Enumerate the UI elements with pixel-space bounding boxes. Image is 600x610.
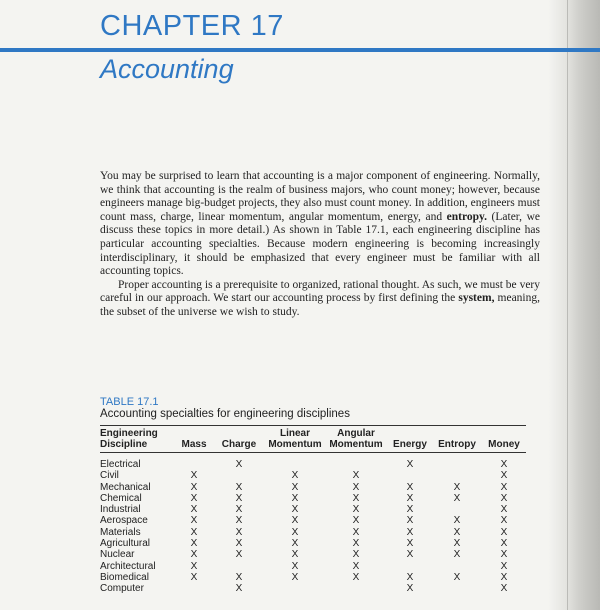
cell-money: X [500,583,508,595]
cell-linear: X [291,470,299,482]
cell-mass: X [190,560,198,572]
cell-energy: X [406,538,414,550]
cell-linear: X [291,526,299,538]
cell-entropy [432,504,482,515]
header-charge: Charge [212,428,266,453]
cell-angular: X [352,515,360,527]
table-row [100,470,526,481]
cell-angular [324,583,388,594]
header-linear-momentum: Linear Momentum [266,428,324,453]
cell-linear: X [291,538,299,550]
cell-energy: X [406,583,414,595]
cell-discipline: Biomedical [100,571,149,583]
cell-charge: X [235,583,243,595]
table-row [100,561,526,572]
cell-entropy [432,459,482,470]
cell-energy: X [406,526,414,538]
cell-mass: X [190,515,198,527]
cell-charge: X [235,504,243,516]
cell-linear: X [291,492,299,504]
cell-angular: X [352,526,360,538]
cell-linear: X [291,549,299,561]
cell-discipline: Architectural [100,560,156,572]
cell-entropy [432,583,482,594]
cell-discipline: Civil [100,470,119,482]
cell-discipline: Materials [100,526,141,538]
cell-mass: X [190,549,198,561]
cell-energy: X [406,504,414,516]
cell-angular: X [352,549,360,561]
cell-linear: X [291,571,299,583]
cell-energy: X [406,571,414,583]
chapter-title: Accounting [100,54,234,84]
chapter-number: CHAPTER 17 [100,10,284,42]
cell-linear [266,583,324,594]
cell-angular: X [352,571,360,583]
cell-mass: X [190,526,198,538]
cell-entropy: X [453,481,461,493]
cell-mass: X [190,504,198,516]
cell-entropy: X [453,538,461,550]
cell-entropy [432,561,482,572]
cell-charge [212,561,266,572]
intro-paragraph-2: Proper accounting is a prerequisite to organized, rational thought. As such, we must be very careful in our approach. We start our accounting process by first defining the system, meaning, the subset of the universe we wish to study. [100,278,540,318]
table-row [100,504,526,515]
cell-money: X [500,459,508,470]
table-body [100,453,526,595]
header-mass: Mass [176,428,212,453]
table-row [100,572,526,583]
cell-mass [176,459,212,470]
cell-money: X [500,492,508,504]
chapter-rule [0,48,600,52]
cell-angular: X [352,470,360,482]
cell-discipline: Aerospace [100,515,148,527]
header-entropy: Entropy [432,428,482,453]
cell-entropy [432,470,482,481]
cell-money: X [500,538,508,550]
cell-mass [176,583,212,594]
cell-charge: X [235,459,243,470]
page-edge-line [567,0,568,610]
cell-angular: X [352,504,360,516]
cell-money: X [500,470,508,482]
table-label: TABLE 17.1 [100,396,159,408]
cell-money: X [500,560,508,572]
cell-discipline: Mechanical [100,481,151,493]
cell-energy: X [406,459,414,470]
cell-linear: X [291,504,299,516]
intro-paragraph-1: You may be surprised to learn that accounting is a major component of engineering. Normally, we think that accounting is the realm of business majors, who count money; however, because engineers manage big-budget projects, they also must count money. In addition, engineers must count mass, charge, linear momentum, angular momentum, energy, and entropy. (Later, we discuss these topics in more detail.) As shown in Table 17.1, each engineering discipline has particular accounting specialties. Because modern engineering is becoming increasingly interdisciplinary, it should be emphasized that every engineer must be familiar with all accounting topics. [100,170,540,278]
cell-energy [388,561,432,572]
header-energy: Energy [388,428,432,453]
cell-mass: X [190,470,198,482]
table-row [100,538,526,549]
cell-charge: X [235,526,243,538]
cell-charge: X [235,571,243,583]
table-caption: Accounting specialties for engineering disciplines [100,408,350,420]
table-header-row [100,428,526,453]
cell-money: X [500,481,508,493]
cell-mass: X [190,492,198,504]
cell-energy [388,470,432,481]
table-row [100,583,526,594]
cell-energy: X [406,515,414,527]
cell-energy: X [406,492,414,504]
cell-entropy: X [453,549,461,561]
table-row [100,549,526,560]
cell-discipline: Chemical [100,492,142,504]
cell-money: X [500,526,508,538]
cell-charge: X [235,481,243,493]
cell-charge: X [235,515,243,527]
term-entropy: entropy. [446,210,487,223]
cell-charge: X [235,549,243,561]
cell-discipline: Electrical [100,459,141,470]
cell-money: X [500,571,508,583]
cell-angular: X [352,538,360,550]
cell-linear: X [291,515,299,527]
cell-linear: X [291,481,299,493]
cell-mass: X [190,481,198,493]
cell-angular: X [352,492,360,504]
intro-text [100,170,540,320]
table-row [100,459,526,470]
cell-angular: X [352,560,360,572]
cell-money: X [500,504,508,516]
cell-linear: X [291,560,299,572]
cell-charge [212,470,266,481]
cell-entropy: X [453,492,461,504]
table-row [100,482,526,493]
table-row [100,515,526,526]
cell-mass: X [190,571,198,583]
term-system: system, [458,292,495,305]
cell-entropy: X [453,515,461,527]
header-discipline: Engineering Discipline [100,428,176,453]
cell-linear [266,459,324,470]
cell-money: X [500,549,508,561]
cell-charge: X [235,492,243,504]
page-binding-shadow [548,0,600,610]
table-top-rule [100,425,526,426]
cell-angular: X [352,481,360,493]
cell-discipline: Agricultural [100,538,151,550]
cell-mass: X [190,538,198,550]
header-angular-momentum: Angular Momentum [324,428,388,453]
table-row [100,493,526,504]
table-row [100,527,526,538]
cell-discipline: Industrial [100,504,141,516]
cell-discipline: Nuclear [100,549,135,561]
accounting-specialties-table [100,428,526,595]
cell-angular [324,459,388,470]
cell-money: X [500,515,508,527]
cell-energy: X [406,481,414,493]
header-money: Money [482,428,526,453]
cell-discipline: Computer [100,583,144,595]
cell-entropy: X [453,571,461,583]
cell-energy: X [406,549,414,561]
cell-entropy: X [453,526,461,538]
cell-charge: X [235,538,243,550]
